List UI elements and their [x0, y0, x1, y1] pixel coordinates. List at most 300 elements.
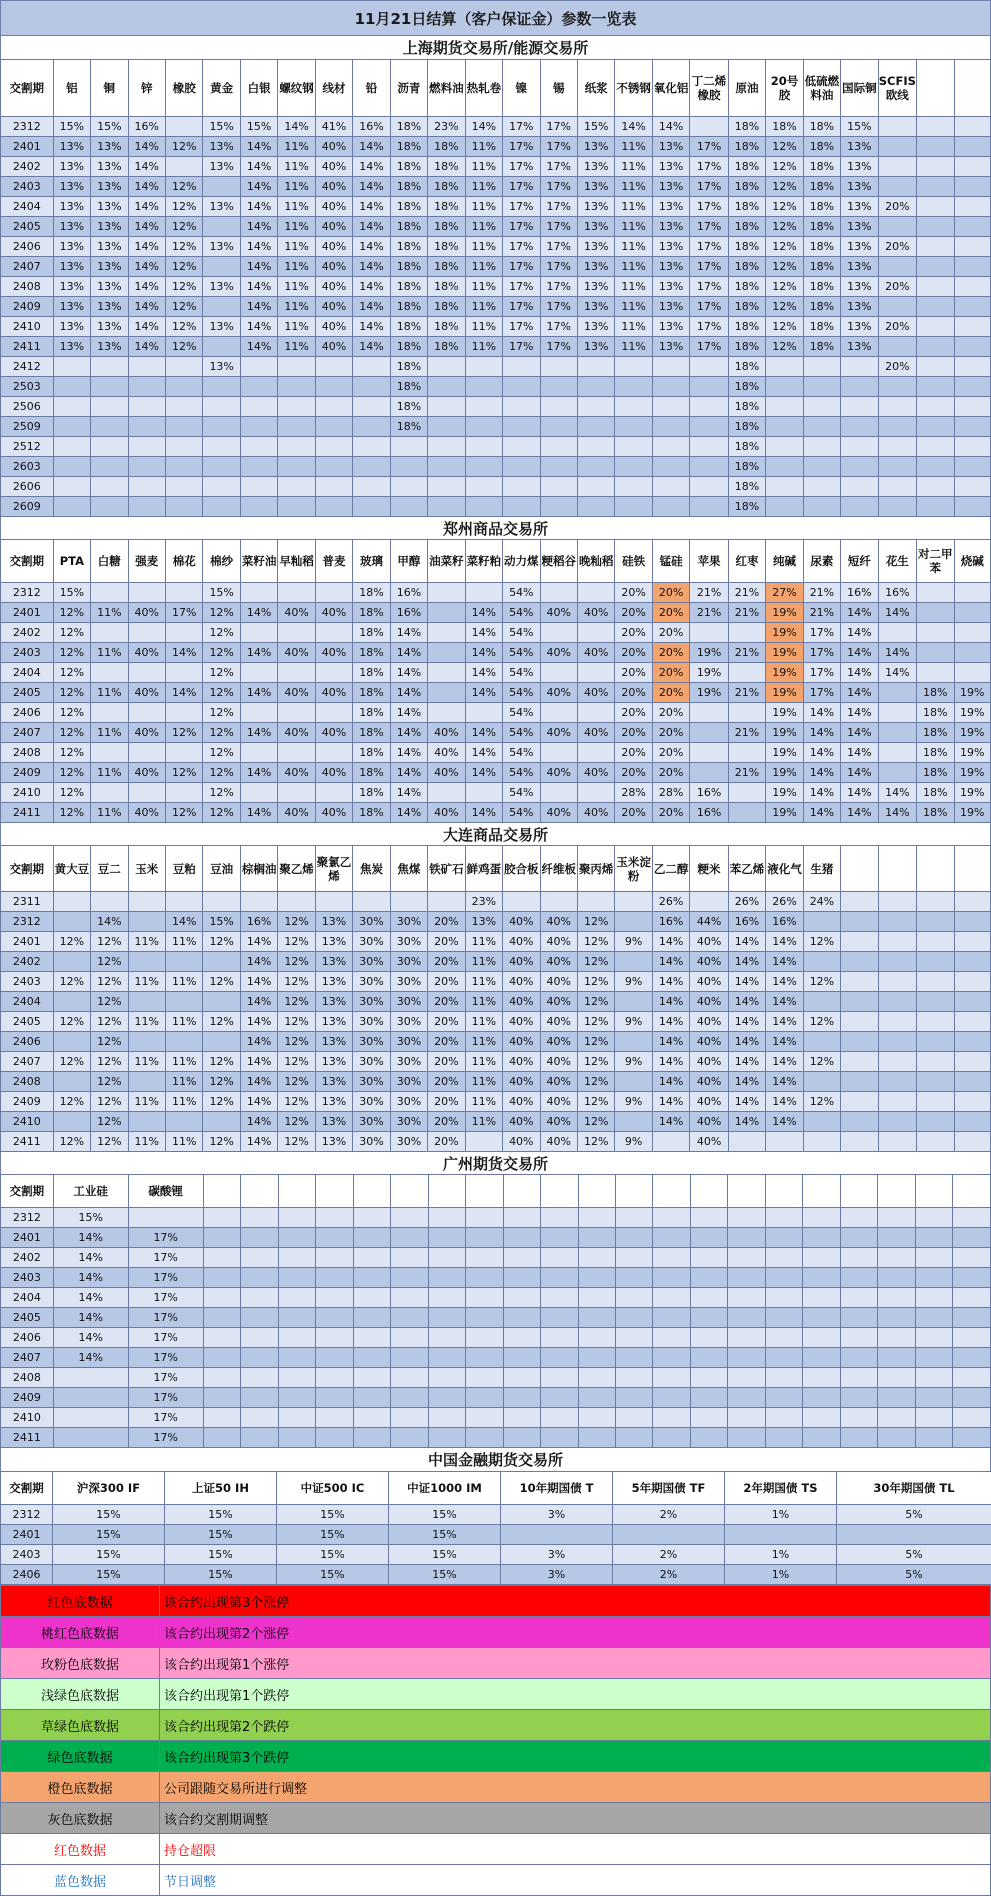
- margin-rate-cell: 14%: [766, 972, 803, 992]
- margin-rate-cell: [315, 397, 352, 417]
- margin-rate-cell: [540, 892, 577, 912]
- margin-rate-cell: 11%: [465, 337, 502, 357]
- margin-rate-cell: [540, 437, 577, 457]
- margin-rate-cell: 12%: [278, 1012, 315, 1032]
- margin-rate-cell: 20%: [652, 703, 689, 723]
- margin-rate-cell: 13%: [652, 297, 689, 317]
- margin-rate-cell: [240, 743, 277, 763]
- column-header: [541, 1175, 578, 1208]
- margin-rate-cell: [278, 477, 315, 497]
- margin-rate-cell: 14%: [803, 703, 840, 723]
- margin-rate-cell: [840, 1228, 877, 1248]
- margin-rate-cell: [390, 437, 427, 457]
- margin-rate-cell: [241, 1268, 278, 1288]
- margin-rate-cell: 17%: [128, 1348, 203, 1368]
- margin-rate-cell: 9%: [615, 1052, 652, 1072]
- margin-rate-cell: 18%: [803, 257, 840, 277]
- margin-rate-cell: [878, 1348, 915, 1368]
- margin-rate-cell: 13%: [315, 932, 352, 952]
- margin-rate-cell: [728, 1388, 765, 1408]
- margin-rate-cell: 11%: [615, 237, 652, 257]
- margin-rate-cell: [803, 1268, 840, 1288]
- margin-rate-cell: 13%: [841, 237, 878, 257]
- margin-rate-cell: 14%: [878, 603, 916, 623]
- margin-rate-cell: 11%: [465, 1052, 502, 1072]
- margin-rate-cell: 17%: [503, 237, 540, 257]
- margin-rate-cell: [878, 1052, 916, 1072]
- margin-rate-cell: [803, 437, 840, 457]
- margin-rate-cell: [128, 497, 165, 517]
- margin-rate-cell: [690, 417, 728, 437]
- margin-rate-cell: [540, 663, 577, 683]
- margin-rate-cell: 12%: [278, 1072, 315, 1092]
- margin-rate-cell: 13%: [203, 317, 240, 337]
- margin-rate-cell: [353, 417, 390, 437]
- margin-rate-cell: [690, 1328, 727, 1348]
- margin-rate-cell: 18%: [428, 257, 465, 277]
- margin-rate-cell: [278, 1208, 315, 1228]
- margin-rate-cell: 24%: [803, 892, 840, 912]
- margin-rate-cell: [954, 377, 991, 397]
- margin-rate-cell: 13%: [652, 177, 689, 197]
- margin-rate-cell: 12%: [53, 743, 90, 763]
- margin-rate-cell: [954, 297, 991, 317]
- margin-rate-cell: 14%: [53, 1308, 128, 1328]
- margin-rate-cell: [917, 237, 954, 257]
- table-row: [1, 743, 991, 763]
- column-header: 铝: [53, 60, 90, 117]
- margin-rate-cell: [428, 663, 465, 683]
- margin-rate-cell: 30%: [353, 1092, 390, 1112]
- margin-rate-cell: [466, 1288, 503, 1308]
- margin-rate-cell: [765, 1388, 802, 1408]
- margin-rate-cell: [390, 497, 427, 517]
- margin-rate-cell: [653, 1348, 690, 1368]
- margin-rate-cell: 17%: [128, 1408, 203, 1428]
- margin-rate-cell: [541, 1308, 578, 1328]
- margin-rate-cell: [652, 377, 689, 397]
- margin-rate-cell: 20%: [652, 623, 689, 643]
- margin-rate-cell: 12%: [203, 703, 240, 723]
- margin-rate-cell: [53, 417, 90, 437]
- column-header: [803, 1175, 840, 1208]
- margin-rate-cell: [315, 623, 352, 643]
- margin-rate-cell: [765, 1288, 802, 1308]
- margin-rate-cell: [203, 1228, 240, 1248]
- margin-rate-cell: 18%: [428, 157, 465, 177]
- margin-rate-cell: [540, 477, 577, 497]
- margin-rate-cell: [917, 437, 954, 457]
- margin-rate-cell: [577, 583, 614, 603]
- margin-rate-cell: 12%: [577, 1032, 614, 1052]
- margin-rate-cell: [728, 1132, 765, 1152]
- margin-rate-cell: [803, 457, 840, 477]
- delivery-period-cell: 2404: [1, 197, 54, 217]
- margin-rate-cell: 18%: [390, 217, 427, 237]
- margin-rate-cell: [878, 623, 916, 643]
- margin-rate-cell: [615, 1208, 652, 1228]
- margin-rate-cell: [878, 1328, 915, 1348]
- margin-rate-cell: 2%: [613, 1545, 725, 1565]
- column-header: [278, 1175, 315, 1208]
- margin-rate-cell: [203, 437, 240, 457]
- margin-rate-cell: [316, 1228, 353, 1248]
- column-header: 锌: [128, 60, 165, 117]
- table-row: [1, 1228, 991, 1248]
- margin-rate-cell: [690, 1308, 727, 1328]
- table-row: [1, 952, 991, 972]
- margin-rate-cell: 40%: [540, 763, 577, 783]
- margin-rate-cell: [917, 972, 954, 992]
- margin-rate-cell: [766, 437, 803, 457]
- delivery-period-cell: 2311: [1, 892, 54, 912]
- margin-rate-cell: [917, 197, 954, 217]
- margin-rate-cell: 12%: [577, 952, 614, 972]
- margin-rate-cell: 12%: [53, 1132, 90, 1152]
- margin-rate-cell: 14%: [841, 683, 878, 703]
- margin-rate-cell: 12%: [766, 297, 803, 317]
- margin-rate-cell: 20%: [428, 912, 465, 932]
- margin-rate-cell: 13%: [91, 317, 128, 337]
- margin-rate-cell: [841, 417, 878, 437]
- margin-rate-cell: [878, 1248, 915, 1268]
- margin-rate-cell: [315, 377, 352, 397]
- margin-rate-cell: 12%: [278, 932, 315, 952]
- margin-rate-cell: [53, 1388, 128, 1408]
- margin-rate-cell: 14%: [728, 972, 765, 992]
- margin-rate-cell: [203, 952, 240, 972]
- table-row: [1, 1248, 991, 1268]
- margin-rate-cell: [203, 477, 240, 497]
- margin-rate-cell: [954, 337, 991, 357]
- margin-rate-cell: 17%: [503, 157, 540, 177]
- margin-rate-cell: 40%: [315, 157, 352, 177]
- margin-rate-cell: [465, 1132, 502, 1152]
- margin-rate-cell: 13%: [465, 912, 502, 932]
- margin-rate-cell: 13%: [652, 137, 689, 157]
- margin-rate-cell: 18%: [390, 277, 427, 297]
- legend-description: 该合约出现第3个涨停: [160, 1586, 991, 1617]
- table-row: [1, 663, 991, 683]
- margin-rate-cell: [917, 1132, 954, 1152]
- margin-rate-cell: [577, 457, 614, 477]
- margin-rate-cell: [728, 1308, 765, 1328]
- column-header: 工业硅: [53, 1175, 128, 1208]
- margin-rate-cell: [241, 1208, 278, 1228]
- margin-rate-cell: 20%: [615, 703, 652, 723]
- margin-rate-cell: 13%: [315, 972, 352, 992]
- margin-rate-cell: [466, 1368, 503, 1388]
- margin-rate-cell: 30%: [390, 1012, 427, 1032]
- margin-rate-cell: 18%: [917, 723, 954, 743]
- margin-rate-cell: 40%: [503, 1012, 540, 1032]
- margin-rate-cell: 18%: [917, 763, 954, 783]
- margin-rate-cell: [954, 117, 991, 137]
- column-header: 豆二: [91, 846, 128, 892]
- margin-rate-cell: 40%: [503, 992, 540, 1012]
- margin-rate-cell: [353, 1268, 390, 1288]
- margin-rate-cell: [728, 1368, 765, 1388]
- margin-rate-cell: [428, 1388, 465, 1408]
- margin-rate-cell: [53, 437, 90, 457]
- margin-rate-cell: 18%: [428, 197, 465, 217]
- margin-rate-cell: [917, 377, 954, 397]
- margin-rate-cell: 21%: [728, 603, 765, 623]
- legend-label: 红色数据: [1, 1834, 160, 1865]
- margin-rate-cell: [878, 1428, 915, 1448]
- margin-rate-cell: [615, 1112, 652, 1132]
- margin-rate-cell: [765, 1248, 802, 1268]
- margin-rate-cell: 14%: [465, 763, 502, 783]
- margin-rate-cell: 12%: [577, 1072, 614, 1092]
- margin-rate-cell: 19%: [954, 783, 991, 803]
- margin-rate-cell: [953, 1248, 991, 1268]
- column-header: [954, 846, 991, 892]
- margin-rate-cell: [428, 1288, 465, 1308]
- margin-rate-cell: [466, 1248, 503, 1268]
- margin-rate-cell: [917, 157, 954, 177]
- margin-rate-cell: [917, 417, 954, 437]
- margin-rate-cell: [353, 457, 390, 477]
- table-row: [1, 623, 991, 643]
- column-header: 交割期: [1, 1175, 54, 1208]
- margin-rate-cell: 30%: [390, 1032, 427, 1052]
- margin-rate-cell: [803, 1308, 840, 1328]
- margin-rate-cell: [465, 583, 502, 603]
- margin-rate-cell: 17%: [503, 317, 540, 337]
- margin-rate-cell: 12%: [577, 992, 614, 1012]
- margin-rate-cell: [725, 1525, 837, 1545]
- delivery-period-cell: 2411: [1, 1428, 54, 1448]
- margin-rate-cell: [466, 1428, 503, 1448]
- margin-rate-cell: 14%: [353, 337, 390, 357]
- margin-rate-cell: [917, 117, 954, 137]
- margin-rate-cell: [503, 1268, 540, 1288]
- margin-rate-cell: [353, 1208, 390, 1228]
- margin-rate-cell: [391, 1228, 428, 1248]
- margin-rate-cell: [278, 743, 315, 763]
- margin-rate-cell: 21%: [803, 583, 840, 603]
- column-header: 不锈钢: [615, 60, 652, 117]
- margin-rate-cell: 17%: [503, 277, 540, 297]
- margin-rate-cell: [878, 177, 916, 197]
- margin-rate-cell: [578, 1248, 615, 1268]
- margin-rate-cell: 14%: [465, 623, 502, 643]
- margin-rate-cell: [728, 1328, 765, 1348]
- margin-rate-cell: [766, 497, 803, 517]
- margin-rate-cell: 12%: [278, 912, 315, 932]
- margin-rate-cell: [690, 457, 728, 477]
- margin-rate-cell: [241, 1328, 278, 1348]
- margin-rate-cell: 14%: [390, 663, 427, 683]
- margin-rate-cell: [841, 972, 878, 992]
- margin-rate-cell: [503, 417, 540, 437]
- margin-rate-cell: [765, 1348, 802, 1368]
- margin-rate-cell: [465, 457, 502, 477]
- margin-rate-cell: [878, 137, 916, 157]
- margin-rate-cell: [278, 357, 315, 377]
- margin-rate-cell: 14%: [766, 1032, 803, 1052]
- legend-label: 桃红色底数据: [1, 1617, 160, 1648]
- margin-rate-cell: [503, 437, 540, 457]
- margin-rate-cell: 17%: [540, 317, 577, 337]
- margin-rate-cell: [954, 237, 991, 257]
- table-row: [1, 1525, 991, 1545]
- margin-rate-cell: 40%: [315, 643, 352, 663]
- margin-rate-cell: 17%: [540, 257, 577, 277]
- margin-rate-cell: 11%: [465, 1072, 502, 1092]
- margin-rate-cell: [728, 783, 765, 803]
- margin-rate-cell: [128, 1112, 165, 1132]
- margin-rate-cell: 40%: [690, 1032, 728, 1052]
- margin-rate-cell: 18%: [728, 357, 765, 377]
- margin-rate-cell: [428, 643, 465, 663]
- margin-rate-cell: [428, 437, 465, 457]
- margin-rate-cell: 40%: [278, 803, 315, 823]
- margin-rate-cell: [953, 1368, 991, 1388]
- margin-rate-cell: [915, 1208, 952, 1228]
- margin-rate-cell: 14%: [240, 297, 277, 317]
- margin-rate-cell: [653, 1288, 690, 1308]
- margin-rate-cell: 14%: [803, 723, 840, 743]
- margin-rate-cell: [91, 457, 128, 477]
- margin-rate-cell: 18%: [728, 337, 765, 357]
- margin-rate-cell: [615, 437, 652, 457]
- margin-rate-cell: [466, 1228, 503, 1248]
- margin-rate-cell: [577, 397, 614, 417]
- margin-rate-cell: [953, 1408, 991, 1428]
- margin-rate-cell: 11%: [465, 257, 502, 277]
- margin-rate-cell: [690, 477, 728, 497]
- margin-rate-cell: 18%: [353, 803, 390, 823]
- margin-rate-cell: 18%: [353, 783, 390, 803]
- margin-rate-cell: 14%: [803, 743, 840, 763]
- margin-rate-cell: [540, 743, 577, 763]
- margin-rate-cell: [728, 1428, 765, 1448]
- margin-rate-cell: [578, 1328, 615, 1348]
- margin-rate-cell: 40%: [540, 932, 577, 952]
- margin-rate-cell: [841, 497, 878, 517]
- column-header: 豆油: [203, 846, 240, 892]
- margin-rate-cell: [428, 603, 465, 623]
- margin-rate-cell: [878, 1268, 915, 1288]
- margin-rate-cell: 1%: [725, 1505, 837, 1525]
- margin-rate-cell: 40%: [540, 1112, 577, 1132]
- margin-rate-cell: [353, 1368, 390, 1388]
- margin-rate-cell: 12%: [766, 197, 803, 217]
- margin-rate-cell: [428, 357, 465, 377]
- legend-row: [1, 1741, 991, 1772]
- margin-rate-cell: 13%: [577, 197, 614, 217]
- margin-rate-cell: 14%: [240, 972, 277, 992]
- margin-rate-cell: 27%: [766, 583, 803, 603]
- column-header: 棉花: [165, 540, 202, 583]
- margin-rate-cell: [765, 1408, 802, 1428]
- margin-rate-cell: 18%: [917, 803, 954, 823]
- margin-rate-cell: 11%: [465, 992, 502, 1012]
- delivery-period-cell: 2408: [1, 743, 54, 763]
- margin-rate-cell: [128, 892, 165, 912]
- margin-rate-cell: [840, 1308, 877, 1328]
- margin-rate-cell: 12%: [53, 603, 90, 623]
- margin-rate-cell: [278, 1368, 315, 1388]
- margin-rate-cell: [841, 1132, 878, 1152]
- margin-rate-cell: 15%: [165, 1505, 277, 1525]
- margin-rate-cell: 14%: [240, 952, 277, 972]
- margin-rate-cell: 14%: [803, 783, 840, 803]
- margin-rate-cell: 11%: [165, 1052, 202, 1072]
- margin-rate-cell: 12%: [203, 683, 240, 703]
- delivery-period-cell: 2403: [1, 177, 54, 197]
- margin-rate-cell: [878, 1368, 915, 1388]
- margin-rate-cell: 14%: [766, 992, 803, 1012]
- margin-rate-cell: [615, 477, 652, 497]
- margin-rate-cell: [954, 1112, 991, 1132]
- margin-rate-cell: [917, 457, 954, 477]
- margin-rate-cell: 12%: [165, 257, 202, 277]
- margin-rate-cell: 40%: [315, 297, 352, 317]
- margin-rate-cell: [428, 1428, 465, 1448]
- margin-rate-cell: 12%: [766, 277, 803, 297]
- margin-rate-cell: 11%: [128, 1012, 165, 1032]
- margin-rate-cell: 13%: [315, 952, 352, 972]
- margin-rate-cell: 17%: [165, 603, 202, 623]
- margin-rate-cell: 18%: [390, 337, 427, 357]
- margin-rate-cell: 12%: [53, 643, 90, 663]
- margin-rate-cell: 18%: [390, 237, 427, 257]
- margin-rate-cell: 16%: [390, 583, 427, 603]
- margin-rate-cell: [165, 663, 202, 683]
- margin-rate-cell: [465, 437, 502, 457]
- legend-description: 该合约出现第1个涨停: [160, 1648, 991, 1679]
- margin-rate-cell: 20%: [878, 237, 916, 257]
- margin-rate-cell: [91, 397, 128, 417]
- column-header: [503, 1175, 540, 1208]
- margin-rate-cell: [690, 357, 728, 377]
- margin-rate-cell: 12%: [53, 623, 90, 643]
- table-row: [1, 157, 991, 177]
- margin-rate-cell: 14%: [766, 932, 803, 952]
- margin-rate-cell: [653, 1388, 690, 1408]
- table-row: [1, 297, 991, 317]
- margin-rate-cell: [915, 1328, 952, 1348]
- margin-rate-cell: [316, 1308, 353, 1328]
- margin-rate-cell: [240, 623, 277, 643]
- margin-rate-cell: [503, 477, 540, 497]
- margin-rate-cell: 20%: [428, 1092, 465, 1112]
- margin-rate-cell: 20%: [428, 932, 465, 952]
- margin-rate-cell: 18%: [428, 217, 465, 237]
- margin-rate-cell: 14%: [766, 1072, 803, 1092]
- margin-rate-cell: 40%: [278, 643, 315, 663]
- margin-rate-cell: 14%: [165, 683, 202, 703]
- column-header: [841, 846, 878, 892]
- margin-rate-cell: [652, 497, 689, 517]
- margin-rate-cell: 14%: [53, 1288, 128, 1308]
- margin-rate-cell: 12%: [803, 1092, 840, 1112]
- margin-rate-cell: 11%: [615, 277, 652, 297]
- margin-rate-cell: [278, 1428, 315, 1448]
- margin-rate-cell: [540, 623, 577, 643]
- margin-rate-cell: 12%: [577, 1092, 614, 1112]
- margin-rate-cell: 19%: [954, 723, 991, 743]
- margin-rate-cell: 11%: [165, 1072, 202, 1092]
- exchange-title-dce: 大连商品交易所: [0, 823, 991, 845]
- legend-label: 草绿色底数据: [1, 1710, 160, 1741]
- margin-rate-cell: [128, 912, 165, 932]
- margin-rate-cell: 21%: [690, 603, 728, 623]
- margin-rate-cell: 20%: [878, 317, 916, 337]
